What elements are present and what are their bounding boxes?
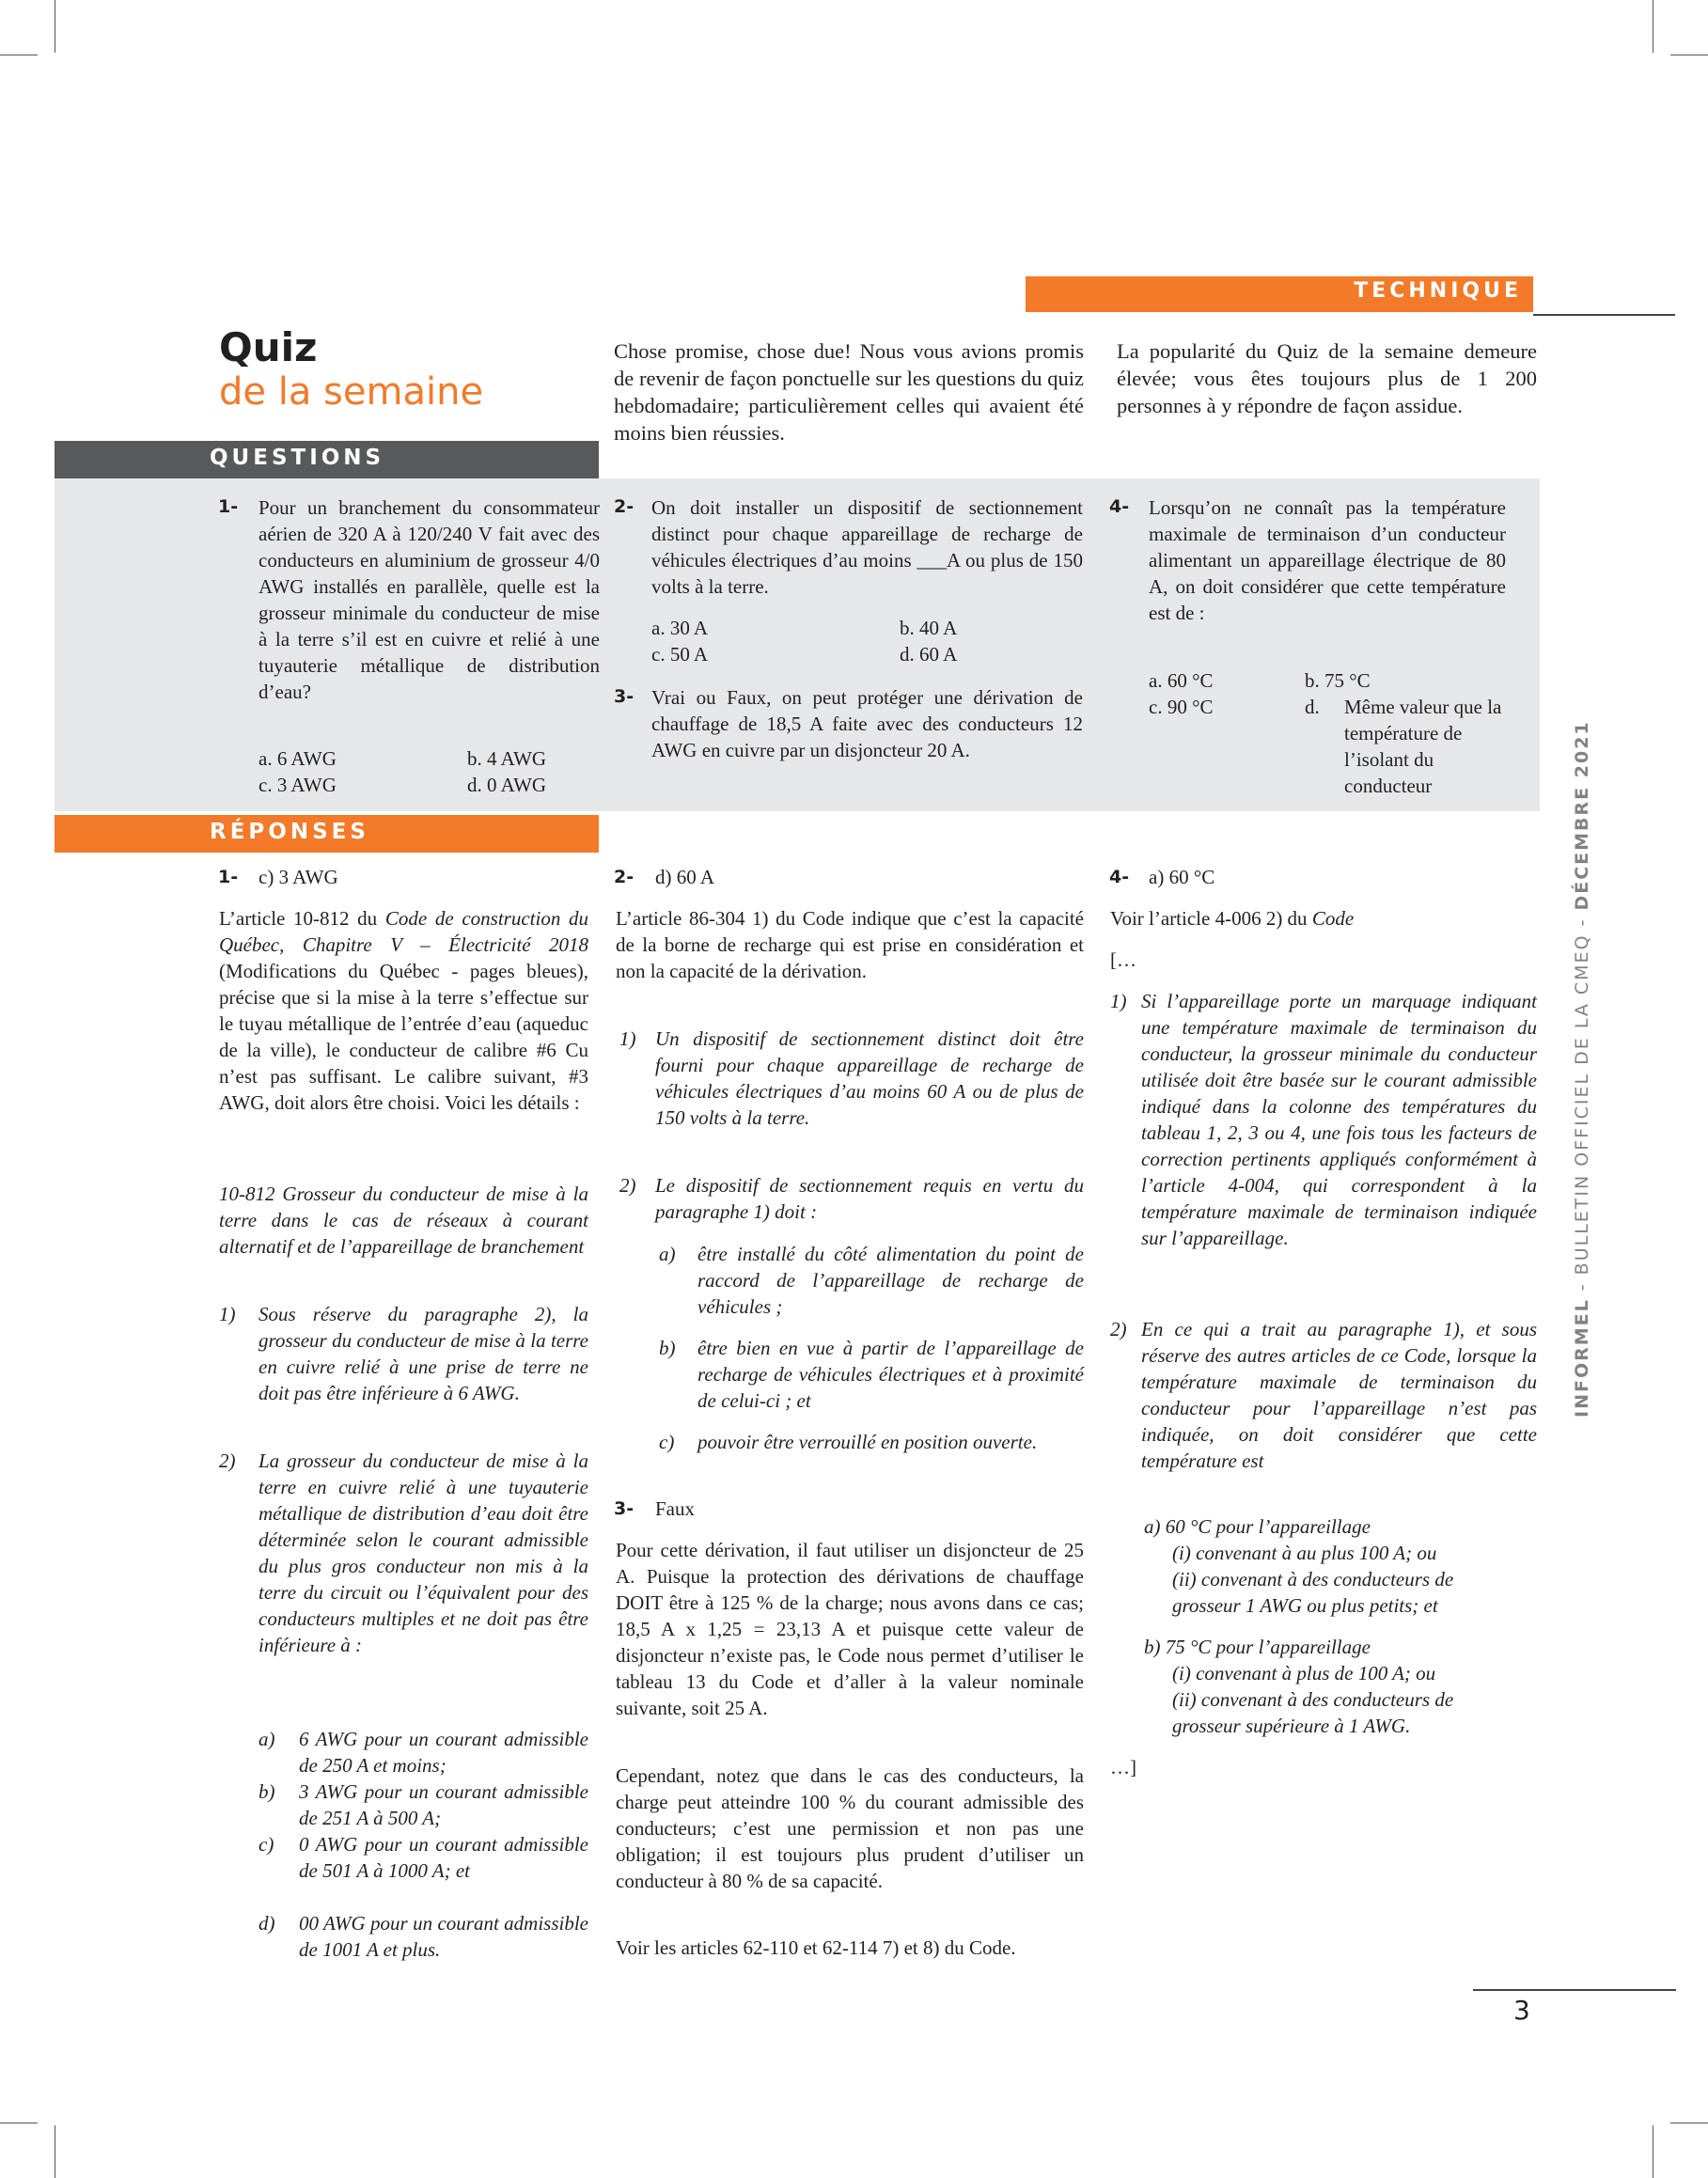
answer-number: 2- bbox=[614, 867, 635, 887]
answer-4-reference bbox=[1110, 905, 1354, 932]
answer-1-item-1: Sous réserve du paragraphe 2), la grosseur du conducteur de mise à la terre en cuivre relié à une prise de terre ne doit pas être inférieure à 6 AWG. bbox=[259, 1303, 588, 1404]
option: b. 4 AWG bbox=[467, 747, 547, 770]
answer-1-sub-a: 6 AWG pour un courant admissible de 250 A et moins; bbox=[299, 1728, 588, 1777]
sub-letter: d) bbox=[259, 1912, 275, 1935]
intro-paragraph-2: La popularité du Quiz de la semaine demeure élevée; vous êtes toujours plus de 1 200 personnes à y répondre de façon assidue. bbox=[1117, 339, 1537, 417]
answer-1: c) 3 AWG bbox=[259, 866, 338, 888]
item-number: 2) bbox=[1110, 1318, 1127, 1340]
answers-label: RÉPONSES bbox=[210, 820, 369, 844]
running-footer-vertical bbox=[1572, 720, 1598, 1418]
answer-2-item-2: Le dispositif de sectionnement requis en vertu du paragraphe 1) doit : bbox=[655, 1174, 1084, 1223]
option: d. bbox=[1305, 696, 1320, 718]
text: L’article 10-812 du bbox=[219, 907, 385, 930]
answer-4-item-1: Si l’appareillage porte un marquage indiquant une température maximale de terminaison du conducteur, la grosseur minimale du conducteur utilisée doit être basée sur le courant admissible indiqué dans la colonne des températures du tableau 1, 2, 3 ou 4, une fois tous les facteurs de correction pertinents appliqués conformément à l’article 4-004, qui correspondent à la température maximale de terminaison indiquée sur l’appareillage. bbox=[1141, 990, 1537, 1249]
option-d-text: Même valeur que la température de l’isolant du conducteur bbox=[1344, 696, 1502, 797]
intro-paragraph-1: Chose promise, chose due! Nous vous avions promis de revenir de façon ponctuelle sur les questions du quiz hebdomadaire; particulièrement celles qui avaient été moins bien réussies. bbox=[614, 339, 1084, 445]
question-1-text: Pour un branchement du consommateur aérien de 320 A à 120/240 V fait avec des conducteurs en aluminium de grosseur 4/0 AWG installés en parallèle, quelle est la grosseur minimale du conducteur de mise à la terre s’il est en cuivre et relié à une tuyauterie métallique de distribution d’eau? bbox=[259, 496, 600, 703]
sub-item-b-ii-cont: grosseur supérieure à 1 AWG. bbox=[1172, 1715, 1411, 1737]
answer-2-sub-b: être bien en vue à partir de l’appareillage de recharge de véhicules électriques et à proximité de celui-ci ; et bbox=[697, 1337, 1084, 1412]
option: d. 60 A bbox=[900, 643, 958, 666]
option: c. 90 °C bbox=[1149, 696, 1214, 718]
question-3-text: Vrai ou Faux, on peut protéger une dérivation de chauffage de 18,5 A faite avec des conducteurs 12 AWG en cuivre par un disjoncteur 20 A. bbox=[651, 686, 1083, 761]
sub-item-a-ii-cont: grosseur 1 AWG ou plus petits; et bbox=[1172, 1594, 1438, 1617]
separator: - bbox=[1572, 1275, 1592, 1299]
publication-brand: INFORMEL bbox=[1572, 1298, 1592, 1418]
answer-1-sub-b: 3 AWG pour un courant admissible de 251 A à 500 A; bbox=[299, 1780, 588, 1829]
sub-item-a-ii: (ii) convenant à des conducteurs de bbox=[1172, 1568, 1454, 1590]
section-banner bbox=[1026, 276, 1533, 312]
answer-1-item-2: La grosseur du conducteur de mise à la terre en cuivre relié à une tuyauterie métallique de distribution d’eau doit être déterminée selon le courant admissible du plus gros conducteur non mis à la terre du circuit ou l’équivalent pour des conducteurs multiples et ne doit pas être inférieure à : bbox=[259, 1449, 588, 1656]
answer-3-paragraph-3: Voir les articles 62-110 et 62-114 7) et 8) du Code. bbox=[616, 1936, 1016, 1959]
answer-2: d) 60 A bbox=[655, 866, 714, 888]
question-number: 3- bbox=[614, 686, 635, 707]
answer-number: 1- bbox=[218, 867, 239, 887]
answer-number: 3- bbox=[614, 1498, 635, 1519]
question-number: 4- bbox=[1109, 496, 1130, 517]
item-number: 2) bbox=[619, 1174, 636, 1197]
sub-letter: c) bbox=[259, 1833, 274, 1856]
item-number: 1) bbox=[619, 1027, 636, 1050]
footer-rule bbox=[1473, 1989, 1676, 1991]
answer-3-paragraph-1: Pour cette dérivation, il faut utiliser un disjoncteur de 25 A. Puisque la protection des dérivations de chauffage DOIT être à 125 % de la charge; nous avons dans ce cas; 18,5 A x 1,25 = 23,13 A et puisque cette valeur de disjoncteur n’existe pas, le Code nous permet d’utiliser le tableau 13 du Code et d’aller à la valeur nominale suivante, soit 25 A. bbox=[616, 1539, 1084, 1719]
answer-number: 4- bbox=[1109, 867, 1130, 887]
option: a. 30 A bbox=[651, 617, 709, 639]
answer-2-item-1: Un dispositif de sectionnement distinct doit être fourni pour chaque appareillage de recharge de véhicules électriques d’au moins 60 A ou de plus de 150 volts à la terre. bbox=[655, 1027, 1084, 1129]
question-2-text: On doit installer un dispositif de sectionnement distinct pour chaque appareillage de recharge de véhicules électriques d’au moins ___A ou plus de 150 volts à la terre. bbox=[651, 496, 1083, 598]
page-number: 3 bbox=[1513, 1995, 1530, 2026]
sub-item-a-i: (i) convenant à au plus 100 A; ou bbox=[1172, 1542, 1437, 1564]
answer-1-article: 10-812 Grosseur du conducteur de mise à la terre dans le cas de réseaux à courant alternatif et de l’appareillage de branchement bbox=[219, 1183, 588, 1258]
answer-3-paragraph-2: Cependant, notez que dans le cas des conducteurs, la charge peut atteindre 100 % du courant admissible des conducteurs; c’est une permission et non pas une obligation; il est toujours plus prudent d’utiliser un conducteur à 80 % de sa capacité. bbox=[616, 1764, 1084, 1892]
sub-letter: b) bbox=[259, 1780, 275, 1803]
answer-1-paragraph bbox=[219, 905, 588, 1116]
sub-letter: b) bbox=[659, 1337, 676, 1359]
questions-header bbox=[55, 441, 599, 478]
question-4-text: Lorsqu’on ne connaît pas la température maximale de terminaison d’un conducteur alimentant un appareillage électrique de 80 A, on doit considérer que cette température est de : bbox=[1149, 496, 1506, 624]
issue-date: DÉCEMBRE 2021 bbox=[1572, 720, 1592, 911]
text: Voir l’article 4-006 2) du bbox=[1110, 907, 1312, 930]
item-number: 2) bbox=[219, 1449, 236, 1472]
option: d. 0 AWG bbox=[467, 774, 547, 796]
sub-item-b: b) 75 °C pour l’appareillage bbox=[1144, 1636, 1371, 1658]
sub-letter: c) bbox=[659, 1431, 675, 1453]
answer-2-paragraph: L’article 86-304 1) du Code indique que c’est la capacité de la borne de recharge qui est prise en considération et non la capacité de la dérivation. bbox=[616, 907, 1084, 982]
question-number: 1- bbox=[218, 496, 239, 517]
page-subtitle: de la semaine bbox=[219, 370, 484, 414]
text: (Modifications du Québec - pages bleues), précise que si la mise à la terre s’effectue sur le tuyau métallique de l’entrée d’eau (aqueduc de la ville), le conducteur de calibre #6 Cu n’est pas suffisant. Le calibre suivant, #3 AWG, doit alors être choisi. Voici les détails : bbox=[219, 960, 588, 1114]
answer-4-item-2: En ce qui a trait au paragraphe 1), et sous réserve des autres articles de ce Code, lorsque la température maximale de terminaison du conducteur pour l’appareillage n’est pas indiquée, on doit considérer que cette température est bbox=[1141, 1318, 1537, 1472]
quote-open: [… bbox=[1110, 948, 1136, 971]
page-title: Quiz bbox=[219, 324, 318, 370]
sub-item-a: a) 60 °C pour l’appareillage bbox=[1144, 1515, 1371, 1538]
item-number: 1) bbox=[219, 1303, 236, 1325]
answer-1-sub-d: 00 AWG pour un courant admissible de 1001 A et plus. bbox=[299, 1912, 588, 1961]
header-rule bbox=[1533, 314, 1675, 316]
section-label: TECHNIQUE bbox=[1354, 279, 1522, 303]
option: c. 50 A bbox=[651, 643, 709, 666]
option: b. 75 °C bbox=[1305, 669, 1371, 692]
option: b. 40 A bbox=[900, 617, 958, 639]
sub-item-b-ii: (ii) convenant à des conducteurs de bbox=[1172, 1688, 1454, 1711]
sub-letter: a) bbox=[659, 1243, 676, 1265]
sub-item-b-i: (i) convenant à plus de 100 A; ou bbox=[1172, 1662, 1436, 1684]
questions-label: QUESTIONS bbox=[210, 446, 385, 470]
code-title: Code bbox=[1311, 907, 1355, 930]
quote-close: …] bbox=[1110, 1756, 1136, 1778]
option: a. 6 AWG bbox=[259, 747, 337, 770]
answer-2-sub-c: pouvoir être verrouillé en position ouverte. bbox=[697, 1431, 1038, 1453]
answer-2-sub-a: être installé du côté alimentation du point de raccord de l’appareillage de recharge de véhicules ; bbox=[697, 1243, 1084, 1318]
answer-3: Faux bbox=[655, 1497, 695, 1520]
option: a. 60 °C bbox=[1149, 669, 1214, 692]
code-title: Code de construction du Québec, Chapitre V – Électricité 2018 bbox=[219, 907, 588, 956]
question-number: 2- bbox=[614, 496, 635, 517]
item-number: 1) bbox=[1110, 990, 1127, 1012]
separator: - bbox=[1572, 910, 1592, 934]
answer-4: a) 60 °C bbox=[1149, 866, 1215, 888]
answer-1-sub-c: 0 AWG pour un courant admissible de 501 A à 1000 A; et bbox=[299, 1833, 588, 1882]
sub-letter: a) bbox=[259, 1728, 275, 1750]
option: c. 3 AWG bbox=[259, 774, 337, 796]
publication-name: BULLETIN OFFICIEL DE LA CMEQ bbox=[1572, 933, 1592, 1276]
answers-header bbox=[55, 815, 599, 853]
